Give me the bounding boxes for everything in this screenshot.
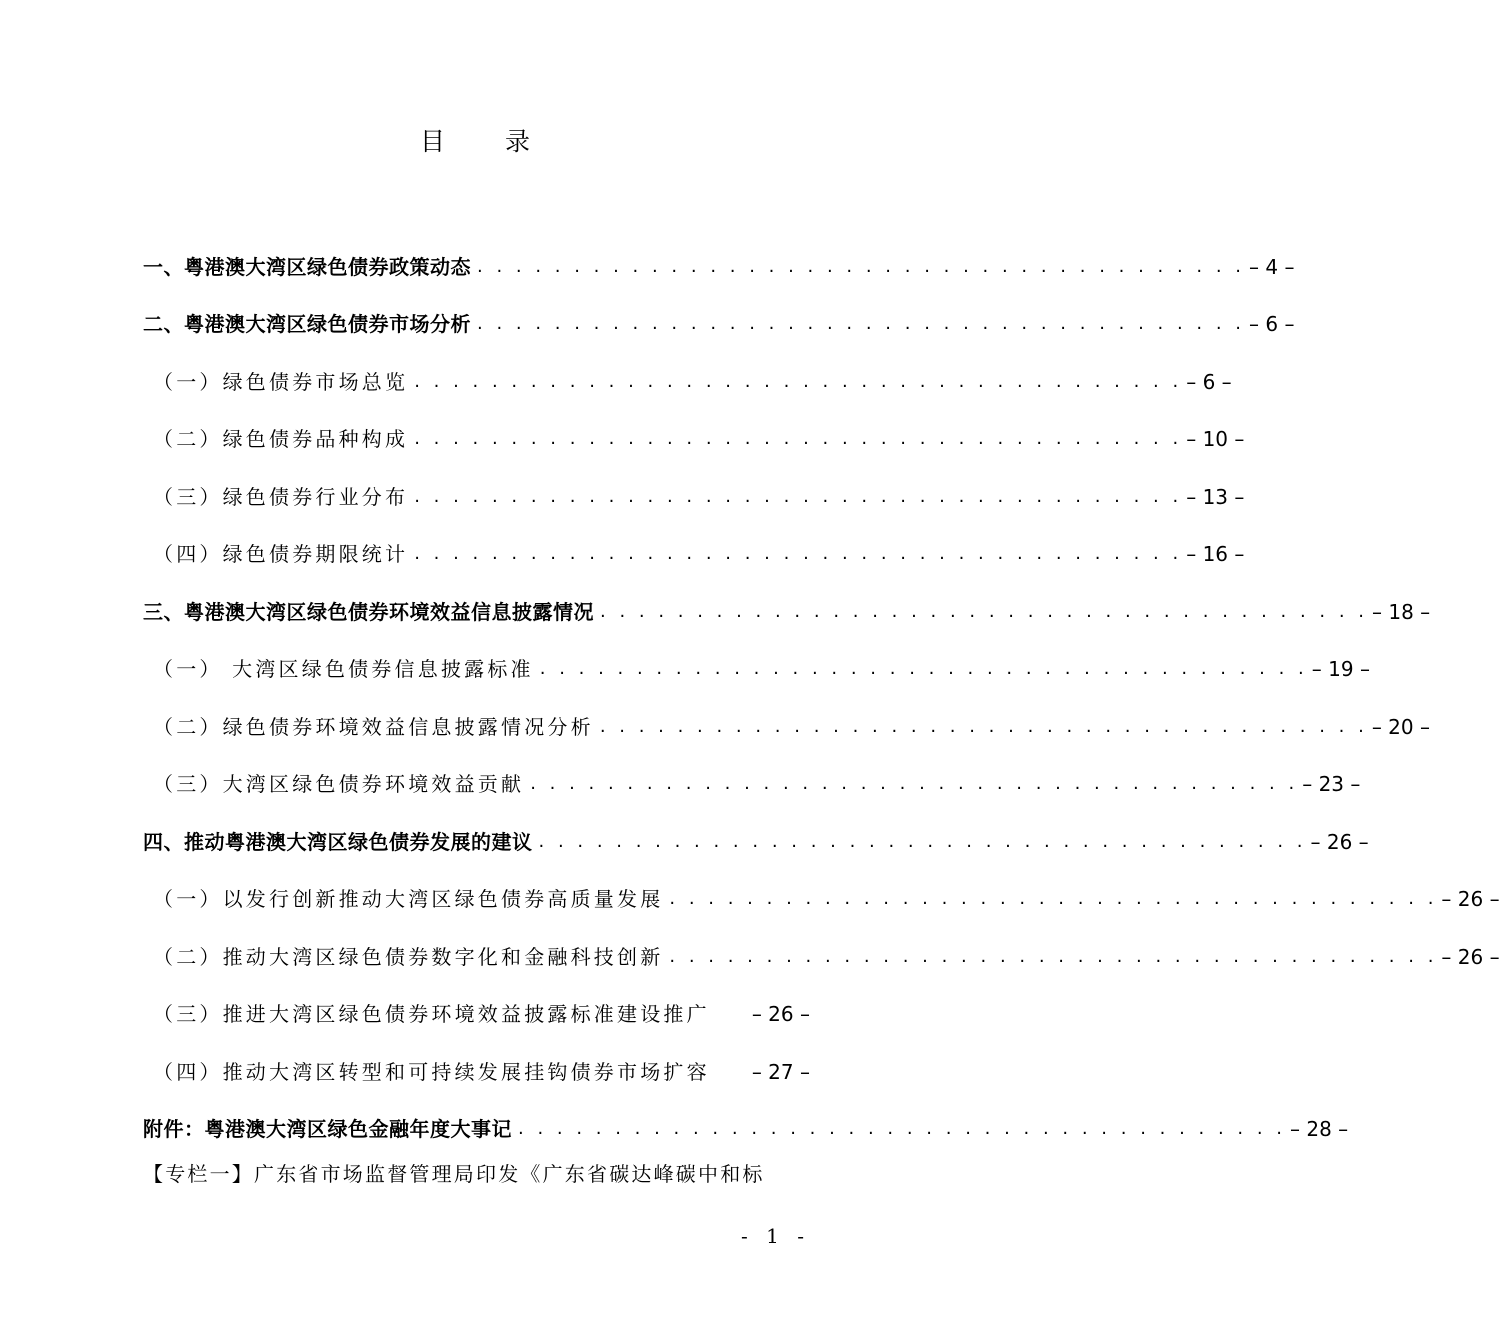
toc-entry-label: （四）绿色债券期限统计 [153,542,409,567]
page-title: 目 录 [420,127,556,156]
toc-leader-dots: . . . . . . . . . . . . . . . . . . . . . . . . . . . . . . . . . . . . . . . . [518,1118,1287,1140]
toc-entry-page: – 6 – [1186,369,1232,394]
toc-entry[interactable] [143,641,1370,699]
toc-leader-dots: . . . . . . . . . . . . . . . . . . . . . . . . . . . . . . . . . . . . . . . . [600,600,1369,622]
toc-entry-page: – 23 – [1302,772,1361,797]
toc-entry-page: – 26 – [1441,944,1500,969]
toc-entry-label: 三、粤港澳大湾区绿色债券环境效益信息披露情况 [143,599,594,624]
toc-entry-label: （一） 大湾区绿色债券信息披露标准 [153,657,534,682]
toc-entry[interactable] [143,986,810,1044]
toc-entry-page: – 26 – [1441,887,1500,912]
toc-entry-label: 二、粤港澳大湾区绿色债券市场分析 [143,312,471,337]
toc-leader-dots: . . . . . . . . . . . . . . . . . . . . . . . . . . . . . . . . . . . . . . . . [539,658,1308,680]
toc-leader-dots: . . . . . . . . . . . . . . . . . . . . . . . . . . . . . . . . . . . . . . . . [538,830,1307,852]
toc-entry-page: – 10 – [1186,427,1245,452]
toc-entry-label: （二）推动大湾区绿色债券数字化和金融科技创新 [153,944,664,969]
toc-entry-page: – 4 – [1249,254,1295,279]
toc-entry[interactable] [143,296,1295,354]
toc-leader-dots: . . . . . . . . . . . . . . . . . . . . . . . . . . . . . . . . . . . . . . . . [414,428,1183,450]
toc-entry-label: （二）绿色债券品种构成 [153,427,409,452]
toc-entry[interactable] [143,583,1431,641]
toc-entry-page: – 16 – [1186,542,1245,567]
toc-leader-dots: . . . . . . . . . . . . . . . . . . . . . . . . . . . . . . . . . . . . . . . . [414,370,1183,392]
toc-entry[interactable] [143,698,1430,756]
toc-entry-label: （四）推动大湾区转型和可持续发展挂钩债券市场扩容 [153,1059,710,1084]
toc-entry[interactable] [143,468,1245,526]
toc-entry-page: – 19 – [1311,657,1370,682]
toc-leader-dots: . . . . . . . . . . . . . . . . . . . . . . . . . . . . . . . . . . . . . . . . [414,485,1183,507]
toc-entry-page: – 18 – [1372,599,1431,624]
toc-entry-page: – 26 – [751,1002,810,1027]
toc-entry-label: （二）绿色债券环境效益信息披露情况分析 [153,714,594,739]
toc-entry[interactable] [143,526,1245,584]
toc-entry[interactable] [143,1101,1349,1159]
toc-entry[interactable] [143,411,1245,469]
toc-entry-label: 附件：粤港澳大湾区绿色金融年度大事记 [143,1117,512,1142]
toc-entry[interactable] [143,353,1232,411]
toc-entry-page: – 20 – [1371,714,1430,739]
toc-entry-page: – 28 – [1290,1117,1349,1142]
toc-entry[interactable] [143,1043,810,1101]
toc-leader-dots: . . . . . . . . . . . . . . . . . . . . . . . . . . . . . . . . . . . . . . . . [477,255,1246,277]
toc-entry-page: – 13 – [1186,484,1245,509]
toc-leader-dots: . . . . . . . . . . . . . . . . . . . . . . . . . . . . . . . . . . . . . . . . [669,888,1438,910]
toc-entry[interactable] [143,813,1369,871]
toc-entry-label: （三）绿色债券行业分布 [153,484,409,509]
toc-leader-dots: . . . . . . . . . . . . . . . . . . . . . . . . . . . . . . . . . . . . . . . . [414,543,1183,565]
table-of-contents [143,238,1500,1158]
toc-entry-page: – 26 – [1310,829,1369,854]
toc-entry-label: 四、推动粤港澳大湾区绿色债券发展的建议 [143,829,533,854]
toc-entry-label: （三）大湾区绿色债券环境效益贡献 [153,772,525,797]
toc-leader-dots: . . . . . . . . . . . . . . . . . . . . . . . . . . . . . . . . . . . . . . . . [477,313,1246,335]
toc-entry-page: – 27 – [751,1059,810,1084]
toc-leader-dots: . . . . . . . . . . . . . . . . . . . . . . . . . . . . . . . . . . . . . . . . [530,773,1299,795]
toc-entry[interactable] [143,871,1500,929]
toc-leader-dots: . . . . . . . . . . . . . . . . . . . . . . . . . . . . . . . . . . . . . . . . [599,715,1368,737]
toc-entry[interactable] [143,756,1361,814]
toc-entry-label: （一）绿色债券市场总览 [153,369,409,394]
toc-entry[interactable] [143,928,1500,986]
page-number: - 1 - [741,1224,810,1248]
toc-entry[interactable] [143,238,1295,296]
toc-entry-label: （一）以发行创新推动大湾区绿色债券高质量发展 [153,887,664,912]
toc-entry-label: 一、粤港澳大湾区绿色债券政策动态 [143,254,471,279]
toc-leader-dots: . . . . . . . . . . . . . . . . . . . . . . . . . . . . . . . . . . . . . . . . [669,945,1438,967]
column-box-text: 【专栏一】广东省市场监督管理局印发《广东省碳达峰碳中和标 [143,1162,765,1186]
toc-entry-page: – 6 – [1249,312,1295,337]
toc-entry-label: （三）推进大湾区绿色债券环境效益披露标准建设推广 [153,1002,710,1027]
